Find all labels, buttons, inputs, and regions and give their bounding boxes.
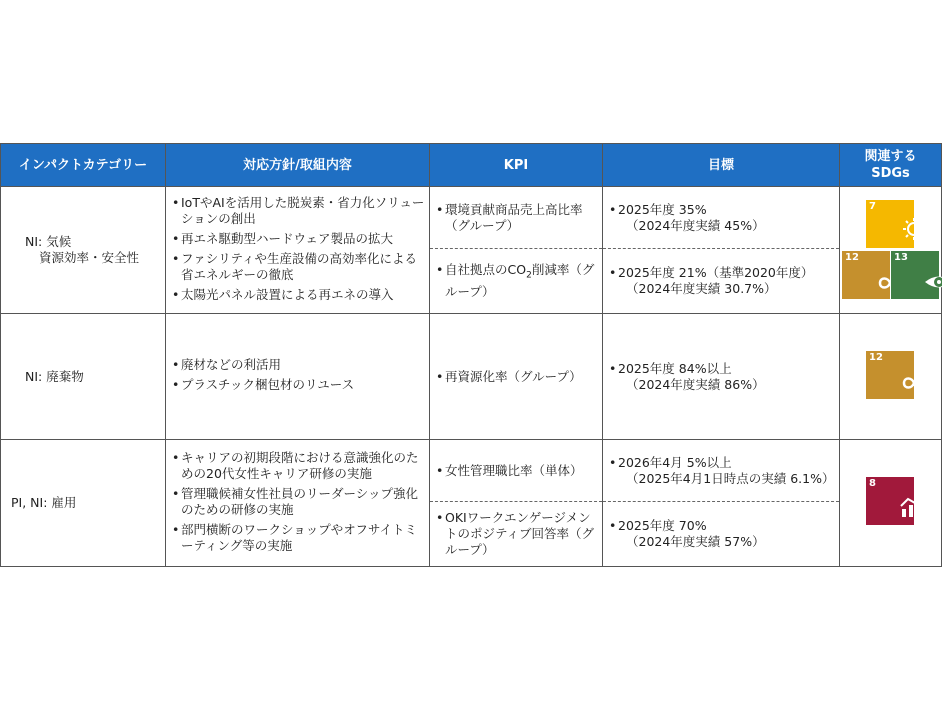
target-main: 2026年4月 5%以上 [618,454,732,470]
category-cell [1,440,166,567]
sdg13-number: 13 [894,252,908,263]
sdg12-icon [842,251,890,299]
kpi-item [436,262,598,300]
impact-table [0,143,942,567]
kpi-item: • OKIワークエンゲージメントのポジティブ回答率（グループ） [436,510,598,558]
category-label-line2: 資源効率・安全性 [39,250,140,265]
sdg13-icon [891,251,939,299]
list-item: • 管理職候補女性社員のリーダーシップ強化のための研修の実施 [172,486,425,518]
category-label: PI, NI: 雇用 [11,495,77,510]
table-row [1,187,942,314]
sdg12-number: 12 [845,252,859,263]
target-main: 2025年度 70% [618,518,707,533]
target-cell [603,187,840,314]
sdg8-number: 8 [869,478,876,489]
sdg8-icon [866,477,914,525]
kpi-co2-sub: 2 [526,270,532,281]
kpi-co2-post: 削減率（グループ） [445,262,595,299]
header-sdgs-line1: 関連する [864,149,917,164]
target-item [609,202,765,234]
sdg12-icon [866,351,914,399]
target-cell [603,314,840,440]
category-cell [1,187,166,314]
actions-cell [166,440,430,567]
sdgs-cell [840,440,942,567]
category-label: NI: 気候 [25,234,72,249]
header-kpi: KPI [430,144,603,187]
target-cell [603,440,840,567]
target-item [609,265,813,297]
list-item: • プラスチック梱包材のリユース [172,377,425,393]
kpi-cell [430,314,603,440]
table-row [1,314,942,440]
kpi-item: • 女性管理職比率（単体） [436,463,583,479]
kpi-item: • 環境貢献商品売上高比率（グループ） [436,202,598,234]
actions-cell [166,314,430,440]
list-item: • IoTやAIを活用した脱炭素・省力化ソリューションの創出 [172,195,425,227]
target-main: 2025年度 35% [618,201,707,217]
list-item: • キャリアの初期段階における意識強化のための20代女性キャリア研修の実施 [172,450,425,482]
category-label: NI: 廃棄物 [25,368,84,384]
list-item: • 廃材などの利活用 [172,357,425,373]
sdgs-cell [840,314,942,440]
target-actual: （2025年4月1日時点の実績 6.1%） [626,470,835,486]
list-item: • 再エネ駆動型ハードウェア製品の拡大 [172,231,425,247]
header-sdgs-line2: SDGs [871,166,910,181]
list-item: • 太陽光パネル設置による再エネの導入 [172,287,425,303]
sdg12-number: 12 [869,352,883,363]
sdg7-icon [866,200,914,248]
target-item [609,455,834,487]
kpi-item: • 再資源化率（グループ） [436,369,582,385]
list-item: • ファシリティや生産設備の高効率化による省エネルギーの徹底 [172,251,425,283]
target-actual: （2024年度実績 86%） [626,376,765,392]
infinity-icon [890,351,938,399]
kpi-co2-pre: 自社拠点のCO [445,262,527,278]
target-actual: （2024年度実績 45%） [626,217,765,233]
target-item [609,361,765,393]
sun-icon [890,200,938,248]
header-sdgs [840,144,942,187]
table-header-row [1,144,942,187]
category-cell [1,314,166,440]
target-actual: （2024年度実績 57%） [626,534,765,549]
eye-earth-icon [915,251,942,299]
actions-cell [166,187,430,314]
target-actual: （2024年度実績 30.7%） [626,281,777,296]
header-actions: 対応方針/取組内容 [166,144,430,187]
header-impact-category: インパクトカテゴリー [1,144,166,187]
header-target: 目標 [603,144,840,187]
growth-chart-icon [890,477,938,525]
target-main: 2025年度 84%以上 [618,360,732,376]
sdg7-number: 7 [869,201,876,212]
target-main: 2025年度 21%（基準2020年度） [618,265,814,280]
target-item [609,518,765,550]
sdgs-cell [840,187,942,314]
table-row [1,440,942,567]
list-item: • 部門横断のワークショップやオフサイトミーティング等の実施 [172,522,425,554]
kpi-cell [430,440,603,567]
kpi-cell [430,187,603,314]
